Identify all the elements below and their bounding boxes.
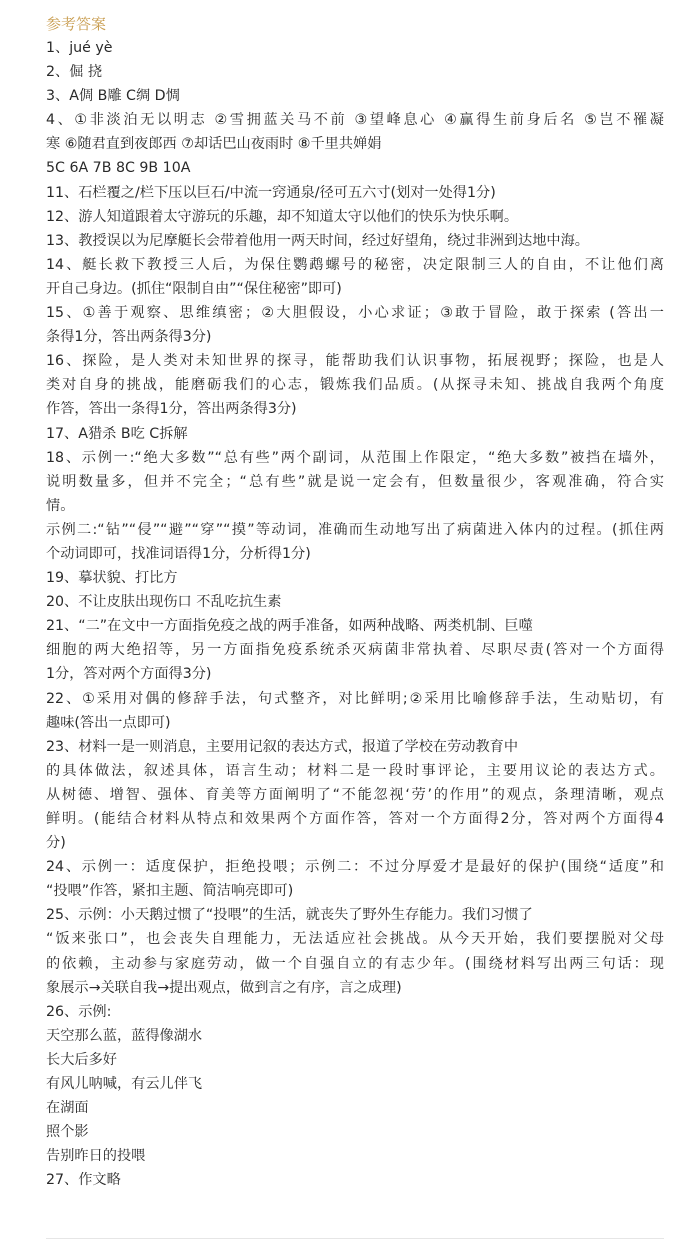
answer-line-26: 26、示例: [46,1003,112,1020]
answer-line-11: 11、石栏覆之/栏下压以巨石/中流一窍通泉/径可五六寸(划对一处得1分) [46,184,496,201]
answer-line-1: 1、jué yè [46,40,113,56]
answer-line-5-10: 5C 6A 7B 8C 9B 10A [46,160,191,177]
answer-line-18-example-2-cont: 个动词即可，找准词语得1分，分析得1分) [46,545,311,562]
answer-line-17: 17、A猎杀 B吃 C拆解 [46,425,188,442]
answer-line-21-cont-1: 细胞的两大绝招等，另一方面指免疫系统杀灭病菌非常执着、尽职尽责(答对一个方面得 [46,642,664,659]
answer-line-21-cont-2: 1分，答对两个方面得3分) [46,666,212,683]
answer-line-23: 23、材料一是一则消息，主要用记叙的表达方式，报道了学校在劳动教育中 [46,738,519,755]
answer-line-14-cont: 开自己身边。(抓住“限制自由”“保住秘密”即可) [46,280,342,297]
answer-key-heading: 参考答案 [46,15,107,33]
answer-line-14: 14、艇长救下教授三人后，为保住鹦鹉螺号的秘密，决定限制三人的自由，不让他们离 [46,256,664,273]
answer-line-22-cont: 趣味(答出一点即可) [46,714,171,731]
answer-line-3: 3、A倜 B雕 C绸 D惆 [46,88,180,105]
answer-line-16-cont-1: 类对自身的挑战，能磨砺我们的心志，锻炼我们品质。(从探寻未知、挑战自我两个角度 [46,377,664,394]
answer-line-16: 16、探险，是人类对未知世界的探寻，能帮助我们认识事物，拓展视野；探险，也是人 [46,353,664,370]
answer-line-21: 21、“二”在文中一方面指免疫之战的两手准备，如两种战略、两类机制、巨噬 [46,618,533,635]
poem-line-4: 在湖面 [46,1100,89,1117]
answer-line-18-cont-1: 说明数量多，但并不完全；“总有些”就是说一定会有，但数量很少，客观准确，符合实 [46,473,664,490]
answer-line-19: 19、摹状貌、打比方 [46,570,178,587]
answer-line-27: 27、作文略 [46,1172,121,1189]
answer-line-25-cont-2: 的依赖，主动参与家庭劳动，做一个自强自立的有志少年。(围绕材料写出两三句话：现 [46,955,664,972]
answer-line-18-example-2: 示例二:“钻”“侵”“避”“穿”“摸”等动词，准确而生动地写出了病菌进入体内的过程。(抓住两 [46,521,664,538]
answer-line-20: 20、不让皮肤出现伤口 不乱吃抗生素 [46,594,282,611]
answer-line-4-cont: 寒 ⑥随君直到夜郎西 ⑦却话巴山夜雨时 ⑧千里共婵娟 [46,136,382,153]
answer-line-25-cont-3: 象展示→关联自我→提出观点，做到言之有序，言之成理) [46,979,402,996]
answer-line-2: 2、倔 挠 [46,64,103,81]
answer-line-22: 22、①采用对偶的修辞手法，句式整齐，对比鲜明;②采用比喻修辞手法，生动贴切，有 [46,690,664,707]
answer-line-16-cont-2: 作答，答出一条得1分，答出两条得3分) [46,401,297,418]
answer-line-18-cont-2: 情。 [46,497,75,514]
answer-list [46,36,664,1193]
answer-line-18: 18、示例一:“绝大多数”“总有些”两个副词，从范围上作限定，“绝大多数”被挡在墙外， [46,449,664,466]
poem-line-6: 告别昨日的投喂 [46,1148,146,1165]
answer-line-23-cont-3: 鲜明。(能结合材料从特点和效果两个方面作答，答对一个方面得2分，答对两个方面得4 [46,811,664,827]
answer-line-15-cont: 条得1分，答出两条得3分) [46,329,212,346]
answer-line-12: 12、游人知道跟着太守游玩的乐趣，却不知道太守以他们的快乐为快乐啊。 [46,208,519,225]
poem-line-5: 照个影 [46,1124,89,1141]
answer-line-13: 13、教授误以为尼摩艇长会带着他用一两天时间，经过好望角，绕过非洲到达地中海。 [46,232,589,249]
answer-line-23-cont-2: 从树德、增智、强体、育美等方面阐明了“不能忽视‘劳’的作用”的观点，条理清晰，观点 [46,786,664,803]
answer-line-24: 24、示例一：适度保护，拒绝投喂；示例二：不过分厚爱才是最好的保护(围绕“适度”和 [46,859,664,876]
poem-line-3: 有风儿呐喊，有云儿伴飞 [46,1076,203,1093]
poem-line-1: 天空那么蓝，蓝得像湖水 [46,1027,203,1044]
answer-line-23-cont-1: 的具体做法，叙述具体，语言生动；材料二是一段时事评论，主要用议论的表达方式。 [46,762,664,779]
answer-line-25: 25、示例：小天鹅过惯了“投喂”的生活，就丧失了野外生存能力。我们习惯了 [46,907,533,924]
poem-line-2: 长大后多好 [46,1051,117,1068]
bottom-divider [46,1238,664,1239]
answer-line-25-cont-1: “饭来张口”，也会丧失自理能力，无法适应社会挑战。从今天开始，我们要摆脱对父母 [46,931,664,948]
answer-line-4: 4、①非淡泊无以明志 ②雪拥蓝关马不前 ③望峰息心 ④赢得生前身后名 ⑤岂不罹凝 [46,112,664,129]
answer-line-15: 15、①善于观察、思维缜密；②大胆假设，小心求证；③敢于冒险，敢于探索 (答出一 [46,305,664,322]
answer-line-24-cont: “投喂”作答，紧扣主题、简洁响亮即可) [46,883,294,900]
answer-line-23-cont-4: 分) [46,835,66,852]
